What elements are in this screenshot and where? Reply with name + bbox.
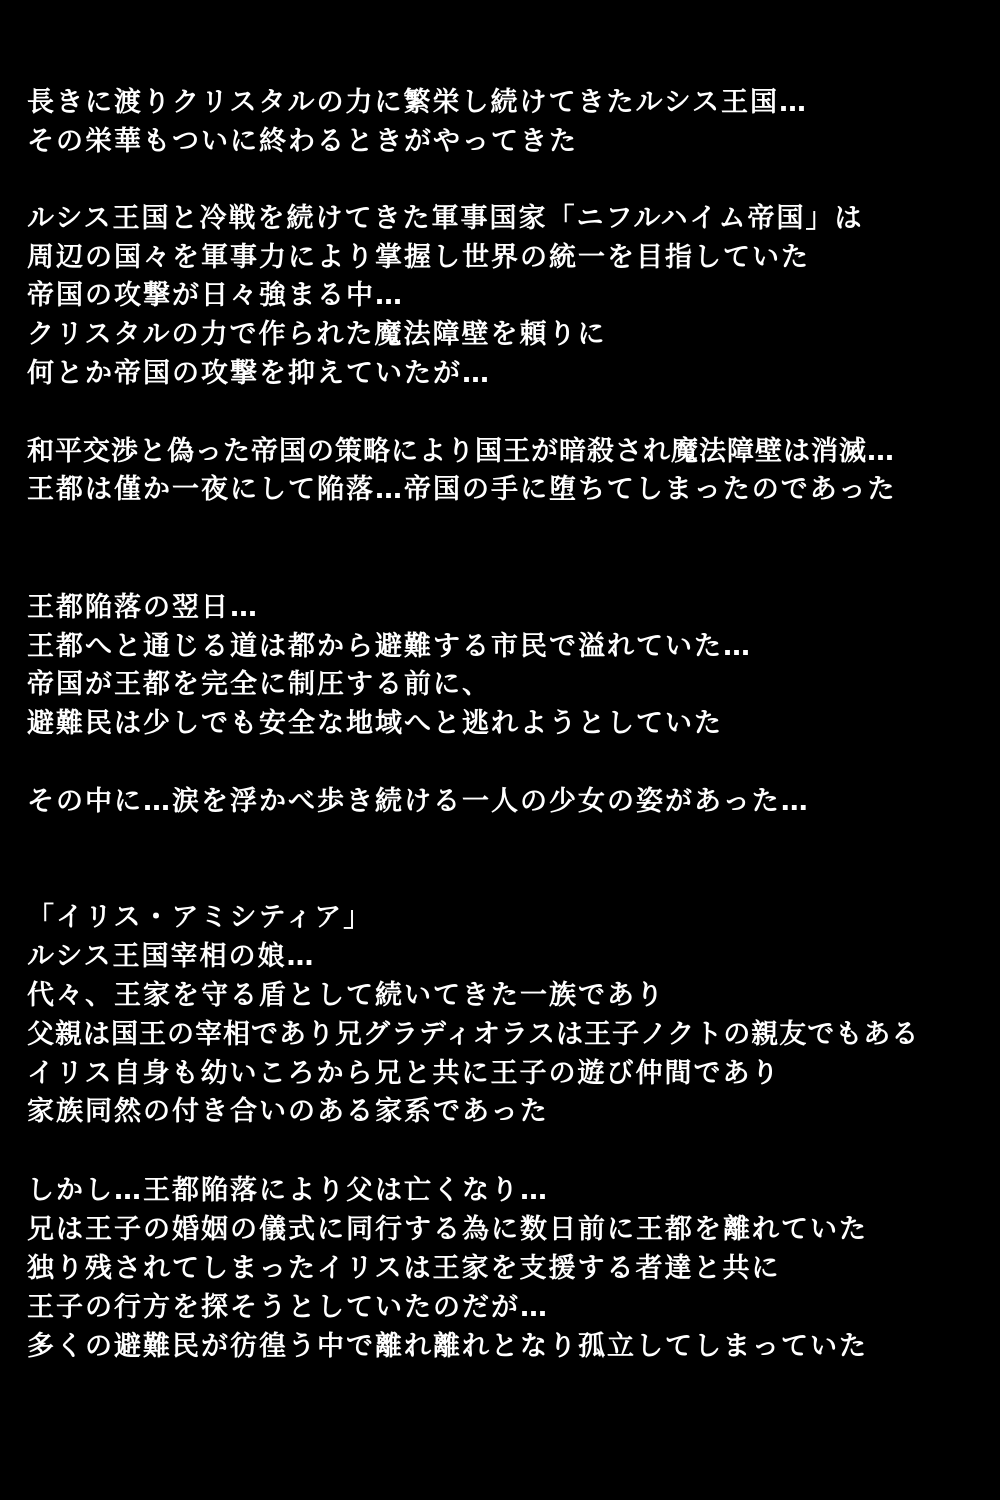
text-line: 王都陥落の翌日… <box>27 592 259 623</box>
text-line: イリス自身も幼いころから兄と共に王子の遊び仲間であり <box>27 1058 781 1089</box>
text-line: 「イリス・アミシティア」 <box>27 902 373 933</box>
text-line: 父親は国王の宰相であり兄グラディオラスは王子ノクトの親友でもある <box>27 1019 920 1050</box>
text-line: 避難民は少しでも安全な地域へと逃れようとしていた <box>27 708 723 739</box>
text-line: 王子の行方を探そうとしていたのだが… <box>27 1292 549 1323</box>
text-line: クリスタルの力で作られた魔法障壁を頼りに <box>27 319 607 350</box>
text-line: 多くの避難民が彷徨う中で離れ離れとなり孤立してしまっていた <box>27 1331 868 1362</box>
text-line: ルシス王国宰相の娘… <box>27 941 316 972</box>
text-line: 家族同然の付き合いのある家系であった <box>27 1096 549 1127</box>
text-line: 周辺の国々を軍事力により掌握し世界の統一を目指していた <box>27 242 810 273</box>
text-line: ルシス王国と冷戦を続けてきた軍事国家「ニフルハイム帝国」は <box>27 203 864 234</box>
text-line: しかし…王都陥落により父は亡くなり… <box>27 1175 549 1206</box>
text-line: 和平交渉と偽った帝国の策略により国王が暗殺され魔法障壁は消滅… <box>27 436 895 467</box>
text-line: その中に…涙を浮かべ歩き続ける一人の少女の姿があった… <box>27 786 810 817</box>
text-line: 帝国が王都を完全に制圧する前に、 <box>27 669 491 700</box>
text-line: 代々、王家を守る盾として続いてきた一族であり <box>27 980 665 1011</box>
text-line: 帝国の攻撃が日々強まる中… <box>27 280 404 311</box>
text-line: 何とか帝国の攻撃を抑えていたが… <box>27 358 491 389</box>
text-line: 王都は僅か一夜にして陥落…帝国の手に堕ちてしまったのであった <box>27 474 897 505</box>
text-line: 王都へと通じる道は都から避難する市民で溢れていた… <box>27 631 752 662</box>
text-line: その栄華もついに終わるときがやってきた <box>27 126 578 157</box>
text-line: 長きに渡りクリスタルの力に繁栄し続けてきたルシス王国… <box>27 87 808 118</box>
text-line: 兄は王子の婚姻の儀式に同行する為に数日前に王都を離れていた <box>27 1214 868 1245</box>
text-line: 独り残されてしまったイリスは王家を支援する者達と共に <box>27 1253 781 1284</box>
